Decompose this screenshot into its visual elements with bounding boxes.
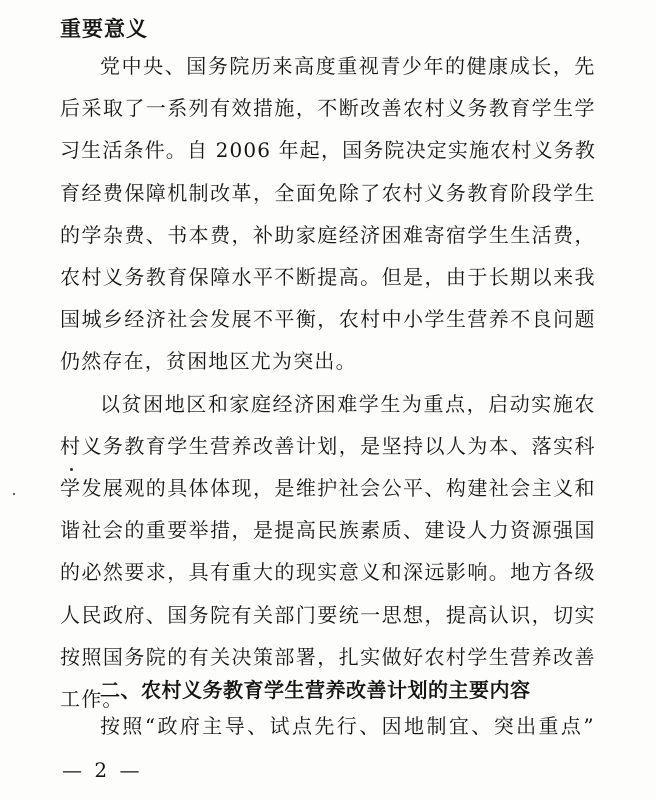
paragraph-3-line: 按照“政府主导、试点先行、因地制宜、突出重点” [100, 714, 596, 738]
paragraph-1-line: 后采取了一系列有效措施，不断改善农村义务教育学生学 [60, 96, 596, 121]
section-heading-main-content: 二、农村义务教育学生营养改善计划的主要内容 [100, 678, 531, 702]
paragraph-2-line: 工作。 [60, 687, 124, 711]
page-number: — 2 — [62, 758, 143, 782]
paragraph-1-line: 育经费保障机制改革，全面免除了农村义务教育阶段学生 [60, 180, 596, 205]
paragraph-2-line: 人民政府、国务院有关部门要统一思想，提高认识，切实 [60, 602, 596, 627]
paragraph-1-line: 农村义务教育保障水平不断提高。但是，由于长期以来我 [60, 265, 596, 289]
paragraph-2-line: 按照国务院的有关决策部署，扎实做好农村学生营养改善 [60, 644, 596, 669]
paragraph-1-line: 仍然存在，贫困地区尤为突出。 [60, 349, 357, 374]
paragraph-1-line: 的学杂费、书本费，补助家庭经济困难寄宿学生生活费， [60, 222, 596, 247]
section-heading-significance: 重要意义 [60, 17, 148, 41]
paragraph-1-line: 国城乡经济社会发展不平衡，农村中小学生营养不良问题 [60, 307, 596, 332]
paragraph-2-line: 村义务教育学生营养改善计划，是坚持以人为本、落实科 [60, 433, 596, 458]
paragraph-1-line: 习生活条件。自 2006 年起，国务院决定实施农村义务教 [60, 138, 596, 163]
paragraph-1-line: 党中央、国务院历来高度重视青少年的健康成长，先 [100, 54, 596, 78]
scan-speck [13, 493, 15, 495]
scan-speck [70, 468, 73, 471]
paragraph-2-line: 以贫困地区和家庭经济困难学生为重点，启动实施农 [100, 391, 596, 416]
paragraph-2-line: 的必然要求，具有重大的现实意义和深远影响。地方各级 [60, 560, 596, 585]
paragraph-2-line: 学发展观的具体体现，是维护社会公平、构建社会主义和 [60, 476, 596, 500]
paragraph-2-line: 谐社会的重要举措，是提高民族素质、建设人力资源强国 [60, 518, 596, 543]
